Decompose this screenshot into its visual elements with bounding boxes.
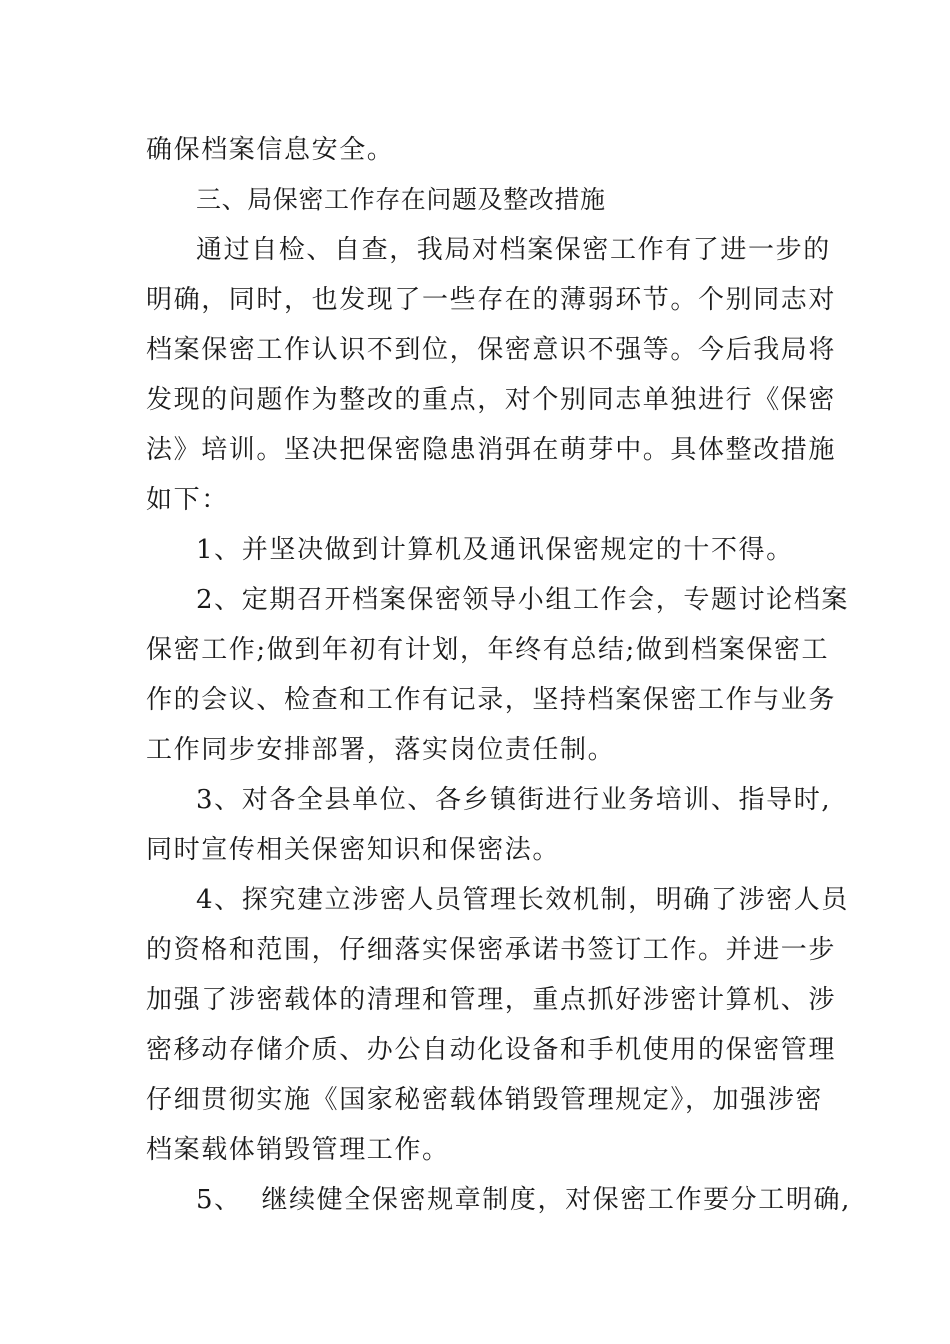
- text-line: 加强了涉密载体的清理和管理，重点抓好涉密计算机、涉: [146, 985, 837, 1015]
- text-line: 通过自检、自查，我局对档案保密工作有了进一步的: [196, 235, 831, 265]
- section-heading: 三、局保密工作存在问题及整改措施: [196, 185, 606, 214]
- text-line: 3、对各全县单位、各乡镇街进行业务培训、指导时,: [196, 785, 832, 815]
- text-line: 作的会议、检查和工作有记录，坚持档案保密工作与业务: [146, 685, 837, 715]
- text-line: 确保档案信息安全。: [146, 135, 395, 165]
- text-line: 档案载体销毁管理工作。: [146, 1135, 450, 1165]
- text-line: 5、 继续健全保密规章制度，对保密工作要分工明确,: [196, 1185, 851, 1215]
- text-line: 的资格和范围，仔细落实保密承诺书签订工作。并进一步: [146, 935, 837, 965]
- text-line: 2、定期召开档案保密领导小组工作会，专题讨论档案: [196, 585, 849, 615]
- text-line: 密移动存储介质、办公自动化设备和手机使用的保密管理: [146, 1035, 837, 1065]
- text-line: 法》培训。坚决把保密隐患消弭在萌芽中。具体整改措施: [146, 435, 837, 465]
- text-line: 4、探究建立涉密人员管理长效机制，明确了涉密人员: [196, 885, 849, 915]
- text-line: 仔细贯彻实施《国家秘密载体销毁管理规定》，加强涉密: [146, 1085, 824, 1115]
- text-line: 1、并坚决做到计算机及通讯保密规定的十不得。: [196, 535, 794, 565]
- text-line: 档案保密工作认识不到位，保密意识不强等。今后我局将: [146, 335, 837, 365]
- text-line: 工作同步安排部署，落实岗位责任制。: [146, 735, 616, 765]
- text-line: 发现的问题作为整改的重点，对个别同志单独进行《保密: [146, 385, 837, 415]
- text-line: 同时宣传相关保密知识和保密法。: [146, 835, 561, 865]
- text-line: 保密工作;做到年初有计划，年终有总结;做到档案保密工: [146, 635, 830, 665]
- text-line: 如下：: [146, 485, 229, 515]
- text-line: 明确，同时，也发现了一些存在的薄弱环节。个别同志对: [146, 285, 837, 315]
